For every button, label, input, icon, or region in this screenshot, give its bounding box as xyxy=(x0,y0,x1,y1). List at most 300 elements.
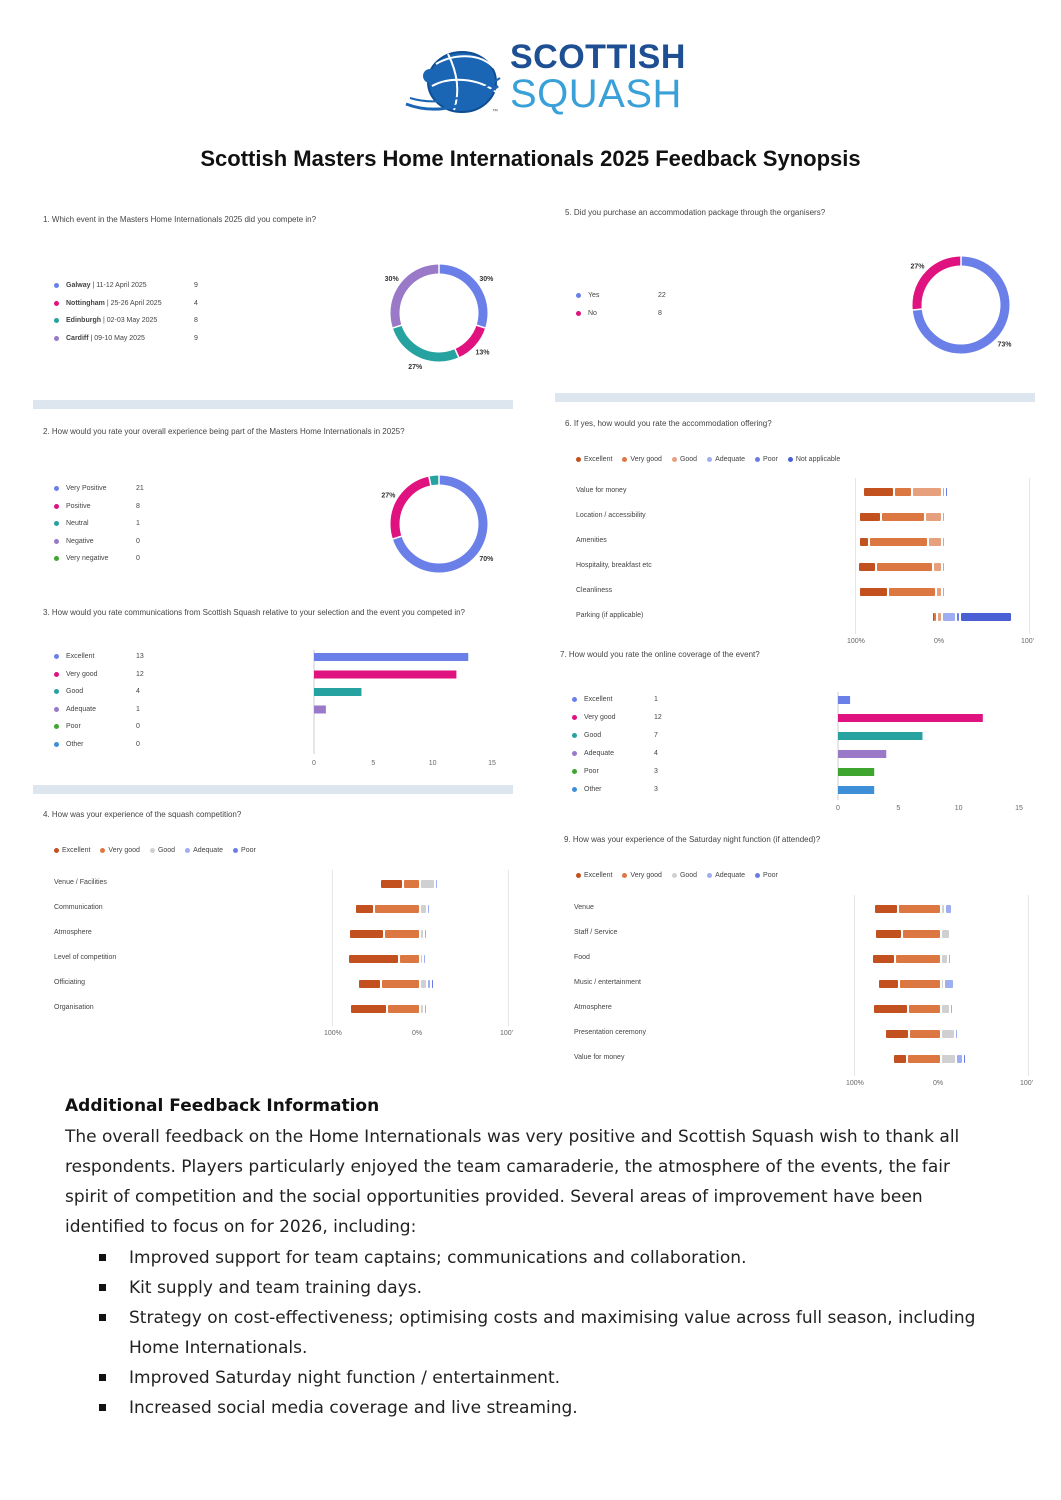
axis-tick-label: 100% xyxy=(847,638,865,645)
bar-segment xyxy=(875,905,897,913)
legend-dot-icon xyxy=(755,457,760,462)
legend-dot-icon xyxy=(572,751,577,756)
bar xyxy=(838,768,874,776)
series-legend-label: Good xyxy=(679,456,698,463)
axis-tick-label: 100% xyxy=(324,1030,342,1037)
legend-label: Excellent xyxy=(66,653,95,660)
legend-item xyxy=(54,335,198,345)
legend-dot-icon xyxy=(54,707,59,712)
feedback-paragraph: The overall feedback on the Home Internationals was very positive and Scottish Squash wish to thank all respondents. Players particularly enjoyed the team camaraderie, the atmosphere of the events, the fair spirit of competition and the social opportunities provided. Several areas of improvement have been identified to focus on for 2026, including: xyxy=(65,1127,960,1237)
bar-segment xyxy=(351,1005,386,1013)
logo-tm: ™ xyxy=(492,109,498,115)
legend-label-bold: Cardiff xyxy=(66,334,89,342)
legend-dot-icon xyxy=(576,311,581,316)
bar-segment xyxy=(381,880,403,888)
bar-segment xyxy=(425,930,426,938)
plot-right-border xyxy=(1028,895,1029,1076)
legend-dot-icon xyxy=(54,742,59,747)
q6-stacked-chart xyxy=(572,480,1037,645)
legend-dot-icon xyxy=(572,769,577,774)
bar-segment xyxy=(421,905,426,913)
bar-segment xyxy=(943,513,944,521)
legend-item xyxy=(572,750,658,760)
feedback-bullet-list xyxy=(97,1243,997,1423)
series-legend-item xyxy=(576,456,612,463)
legend-dot-icon xyxy=(54,672,59,677)
legend-item xyxy=(576,292,666,302)
legend-dot-icon xyxy=(576,873,581,878)
bar-segment xyxy=(864,488,893,496)
legend-label: No xyxy=(588,310,597,317)
series-legend-item xyxy=(707,456,745,463)
series-legend-label: Excellent xyxy=(584,456,613,463)
feedback-bullet: Strategy on cost-effectiveness; optimising costs and maximising value across full season, including Home Internationals. xyxy=(97,1303,997,1363)
legend-count: 12 xyxy=(654,714,662,721)
bar-segment xyxy=(946,488,947,496)
bar-segment xyxy=(436,880,437,888)
series-legend-label: Good xyxy=(157,847,176,854)
legend-label: Negative xyxy=(66,537,94,545)
legend-item xyxy=(54,485,144,495)
bar-segment xyxy=(942,980,943,988)
bar-segment xyxy=(895,488,910,496)
legend-item xyxy=(54,688,140,698)
legend-label: Very good xyxy=(66,670,98,678)
series-legend-item xyxy=(233,847,256,854)
legend-dot-icon xyxy=(54,486,59,491)
series-legend-label: Excellent xyxy=(584,872,613,879)
row-label: Amenities xyxy=(576,537,607,544)
bar-segment xyxy=(942,905,944,913)
row-label: Location / accessibility xyxy=(576,512,646,519)
axis-tick-label: 100' xyxy=(1021,638,1035,645)
bar xyxy=(314,688,361,696)
bar-segment xyxy=(943,613,955,621)
legend-label: Poor xyxy=(66,723,81,730)
series-legend-label: Good xyxy=(679,872,698,879)
legend-label: Other xyxy=(66,740,84,748)
feedback-bullet: Improved Saturday night function / entertainment. xyxy=(97,1363,997,1393)
axis-tick-label: 5 xyxy=(896,805,901,812)
bar-segment xyxy=(909,1005,940,1013)
bar-segment xyxy=(945,980,953,988)
donut-percent-label: 27% xyxy=(408,363,423,371)
bar-segment xyxy=(428,980,430,988)
legend-dot-icon xyxy=(672,873,677,878)
legend-dot-icon xyxy=(54,318,59,323)
donut-percent-label: 70% xyxy=(479,555,494,563)
bar-segment xyxy=(926,513,941,521)
legend-count: 4 xyxy=(136,688,140,695)
bar-segment xyxy=(882,513,924,521)
legend-dot-icon xyxy=(54,654,59,659)
axis-tick-label: 0% xyxy=(934,638,945,645)
feedback-bullet: Kit supply and team training days. xyxy=(97,1273,997,1303)
row-label: Venue xyxy=(574,904,594,911)
legend-item xyxy=(54,706,140,716)
q7-legend xyxy=(572,696,772,801)
bar-segment xyxy=(860,588,887,596)
legend-dot-icon xyxy=(54,724,59,729)
bar-segment xyxy=(908,1055,940,1063)
divider-right-1 xyxy=(555,393,1035,402)
feedback-title: Additional Feedback Information xyxy=(65,1096,380,1116)
donut-percent-label: 73% xyxy=(997,341,1012,349)
bar xyxy=(314,671,456,679)
plot-left-border xyxy=(855,478,856,634)
legend-count: 0 xyxy=(136,740,140,748)
legend-label-rest: | 11-12 April 2025 xyxy=(90,282,147,289)
series-legend-item xyxy=(150,847,175,854)
bar-segment xyxy=(350,930,383,938)
series-legend-label: Excellent xyxy=(62,847,91,854)
series-legend-label: Adequate xyxy=(193,847,224,854)
bar-segment xyxy=(943,563,944,571)
row-label: Parking (if applicable) xyxy=(576,612,644,619)
row-label: Atmosphere xyxy=(574,1004,612,1011)
q9-legend xyxy=(576,872,788,879)
legend-label: Good xyxy=(584,732,602,739)
bar-segment xyxy=(942,955,947,963)
legend-label: Positive xyxy=(66,502,91,510)
axis-tick-label: 0 xyxy=(312,760,316,767)
logo xyxy=(402,40,702,120)
bar-segment xyxy=(870,538,927,546)
legend-dot-icon xyxy=(54,689,59,694)
legend-count: 4 xyxy=(194,299,198,307)
row-label: Organisation xyxy=(54,1004,94,1011)
bar-segment xyxy=(876,930,901,938)
donut-percent-label: 27% xyxy=(910,263,925,271)
legend-count: 0 xyxy=(136,555,140,562)
legend-item xyxy=(54,282,198,292)
legend-label: Very good xyxy=(584,714,616,721)
bar-segment xyxy=(421,880,434,888)
bar-segment xyxy=(432,980,433,988)
q9-stacked-chart xyxy=(572,897,1037,1087)
axis-tick-label: 0% xyxy=(933,1080,944,1087)
q3-question: 3. How would you rate communications from Scottish Squash relative to your selection and the event you competed in? xyxy=(43,608,466,617)
series-legend-label: Poor xyxy=(241,847,256,854)
q1-legend xyxy=(54,282,254,352)
series-legend-label: Not applicable xyxy=(795,456,841,463)
bar-segment xyxy=(421,980,426,988)
plot-left-border xyxy=(854,895,855,1076)
series-legend-label: Poor xyxy=(763,872,778,879)
bar-segment xyxy=(934,613,935,621)
bar-segment xyxy=(910,1030,940,1038)
series-legend-item xyxy=(755,872,778,879)
legend-label: Adequate xyxy=(66,705,96,713)
donut-percent-label: 30% xyxy=(384,276,399,284)
bar-segment xyxy=(942,1030,954,1038)
bar-segment xyxy=(359,980,381,988)
legend-dot-icon xyxy=(54,504,59,509)
axis-tick-label: 5 xyxy=(371,760,376,767)
series-legend-item xyxy=(185,847,223,854)
legend-item xyxy=(54,300,198,310)
axis-tick-label: 100' xyxy=(500,1030,514,1037)
bar-segment xyxy=(385,930,419,938)
series-legend-label: Poor xyxy=(763,456,778,463)
bar-segment xyxy=(929,538,941,546)
bar xyxy=(314,653,468,661)
bar-segment xyxy=(421,955,422,963)
axis-tick-label: 0% xyxy=(412,1030,423,1037)
q5-donut-chart xyxy=(888,250,1033,360)
legend-dot-icon xyxy=(54,556,59,561)
axis-tick-label: 10 xyxy=(954,805,963,812)
bar-segment xyxy=(349,955,398,963)
bar-segment xyxy=(375,905,419,913)
bar-segment xyxy=(404,880,419,888)
bar-plot xyxy=(300,650,510,770)
legend-item xyxy=(572,696,658,706)
q2-question: 2. How would you rate your overall experience being part of the Masters Home Internationals in 2025? xyxy=(43,427,405,436)
row-label: Music / entertainment xyxy=(574,979,641,986)
row-label: Venue / Facilities xyxy=(54,879,107,886)
legend-dot-icon xyxy=(185,848,190,853)
q3-bar-chart xyxy=(300,650,510,770)
bar-segment xyxy=(421,1005,423,1013)
bar-segment xyxy=(879,980,898,988)
legend-count: 8 xyxy=(194,317,198,324)
legend-label: Other xyxy=(584,786,602,793)
bar-segment xyxy=(356,905,373,913)
series-legend-label: Very good xyxy=(108,847,140,854)
row-label: Presentation ceremony xyxy=(574,1029,646,1036)
series-legend-item xyxy=(622,456,662,463)
legend-count: 1 xyxy=(136,520,140,527)
series-legend-label: Adequate xyxy=(715,456,746,463)
row-label: Staff / Service xyxy=(574,929,618,936)
legend-label-rest: | 09-10 May 2025 xyxy=(88,334,145,342)
donut-percent-label: 30% xyxy=(479,276,494,284)
plot-left-border xyxy=(332,870,333,1026)
series-legend-item xyxy=(576,872,612,879)
legend-dot-icon xyxy=(707,873,712,878)
bar-segment xyxy=(428,905,429,913)
bar-segment xyxy=(859,563,875,571)
legend-dot-icon xyxy=(54,521,59,526)
bar-segment xyxy=(943,488,944,496)
donut-percent-label: 27% xyxy=(381,492,396,500)
row-label: Cleanliness xyxy=(576,587,613,594)
legend-count: 21 xyxy=(136,485,144,492)
legend-count: 1 xyxy=(136,705,140,713)
divider-left-2 xyxy=(33,785,513,794)
legend-count: 9 xyxy=(194,334,198,342)
bar-segment xyxy=(400,955,419,963)
q9-question: 9. How was your experience of the Saturday night function (if attended)? xyxy=(564,835,821,844)
q2-legend xyxy=(54,485,254,575)
bar-segment xyxy=(899,905,940,913)
legend-label: Good xyxy=(66,688,84,695)
plot-right-border xyxy=(508,870,509,1026)
legend-dot-icon xyxy=(672,457,677,462)
axis-tick-label: 0 xyxy=(836,805,840,812)
bar-segment xyxy=(913,488,941,496)
legend-dot-icon xyxy=(755,873,760,878)
q4-stacked-chart xyxy=(50,872,520,1037)
legend-item xyxy=(54,671,144,681)
q1-question: 1. Which event in the Masters Home Internationals 2025 did you compete in? xyxy=(43,215,317,224)
bar-plot xyxy=(824,692,1034,817)
legend-dot-icon xyxy=(576,293,581,298)
series-legend-item xyxy=(707,872,745,879)
bar-segment xyxy=(382,980,419,988)
series-legend-item xyxy=(100,847,140,854)
series-legend-item xyxy=(755,456,778,463)
bar-segment xyxy=(424,955,425,963)
legend-label: Neutral xyxy=(66,520,89,527)
legend-count: 4 xyxy=(654,750,658,757)
legend-count: 3 xyxy=(654,768,658,775)
legend-count: 1 xyxy=(654,696,658,703)
legend-item xyxy=(576,310,662,320)
divider-left-1 xyxy=(33,400,513,409)
legend-dot-icon xyxy=(233,848,238,853)
donut-percent-label: 13% xyxy=(475,349,490,357)
bar-segment xyxy=(860,513,880,521)
legend-label-bold: Galway xyxy=(66,282,91,289)
legend-dot-icon xyxy=(572,697,577,702)
bar-segment xyxy=(942,1005,949,1013)
legend-label: Poor xyxy=(584,768,599,775)
legend-label: Yes xyxy=(588,292,600,299)
legend-dot-icon xyxy=(576,457,581,462)
q7-question: 7. How would you rate the online coverage of the event? xyxy=(560,650,760,659)
legend-count: 0 xyxy=(136,723,140,730)
axis-tick-label: 15 xyxy=(1015,805,1023,812)
q4-legend xyxy=(54,847,266,854)
legend-item xyxy=(54,503,140,513)
series-legend-label: Very good xyxy=(630,872,662,879)
legend-dot-icon xyxy=(54,336,59,341)
row-label: Level of competition xyxy=(54,954,117,961)
axis-tick-label: 100% xyxy=(846,1080,864,1087)
bar-segment xyxy=(942,930,949,938)
feedback-bullet: Increased social media coverage and live streaming. xyxy=(97,1393,997,1423)
bar-segment xyxy=(894,1055,906,1063)
feedback-bullet: Improved support for team captains; communications and collaboration. xyxy=(97,1243,997,1273)
axis-tick-label: 15 xyxy=(488,760,496,767)
bar xyxy=(838,696,850,704)
series-legend-item xyxy=(672,456,697,463)
bar-segment xyxy=(900,980,940,988)
bar-segment xyxy=(949,955,950,963)
bar-segment xyxy=(946,905,951,913)
axis-tick-label: 10 xyxy=(428,760,437,767)
bar-segment xyxy=(889,588,935,596)
bar xyxy=(838,714,983,722)
legend-count: 8 xyxy=(658,310,662,317)
legend-count: 12 xyxy=(136,670,144,678)
bar-segment xyxy=(421,930,423,938)
bar-segment xyxy=(388,1005,419,1013)
bar-segment xyxy=(873,955,894,963)
legend-label: Adequate xyxy=(584,750,614,757)
legend-label-rest: | 02-03 May 2025 xyxy=(101,317,158,324)
legend-label-bold: Edinburgh xyxy=(66,317,101,324)
q2-donut-chart xyxy=(368,467,508,587)
legend-dot-icon xyxy=(622,873,627,878)
legend-label xyxy=(66,335,194,342)
bar-segment xyxy=(874,1005,907,1013)
row-label: Food xyxy=(574,954,590,961)
series-legend-label: Very good xyxy=(630,456,662,463)
legend-label xyxy=(66,317,194,324)
bar-segment xyxy=(964,1055,965,1063)
series-legend-item xyxy=(672,872,697,879)
q4-question: 4. How was your experience of the squash competition? xyxy=(43,810,242,819)
bar-segment xyxy=(934,563,941,571)
series-legend-item xyxy=(622,872,662,879)
bar-segment xyxy=(957,613,959,621)
squash-ball-logo-icon xyxy=(402,40,514,120)
legend-dot-icon xyxy=(100,848,105,853)
legend-label: Excellent xyxy=(584,696,613,703)
logo-line1: SCOTTISH xyxy=(510,38,686,76)
legend-label: Very Positive xyxy=(66,485,107,492)
bar xyxy=(838,750,886,758)
row-label: Atmosphere xyxy=(54,929,92,936)
bar-segment xyxy=(860,538,868,546)
legend-label xyxy=(66,300,194,307)
legend-dot-icon xyxy=(54,848,59,853)
q6-question: 6. If yes, how would you rate the accommodation offering? xyxy=(565,419,772,428)
plot-right-border xyxy=(1029,478,1030,634)
q5-question: 5. Did you purchase an accommodation package through the organisers? xyxy=(565,208,826,217)
legend-label-rest: | 25-26 April 2025 xyxy=(104,299,162,307)
bar-segment xyxy=(877,563,932,571)
legend-count: 22 xyxy=(658,292,666,299)
bar-segment xyxy=(942,1055,955,1063)
bar-segment xyxy=(956,1030,957,1038)
series-legend-item xyxy=(54,847,90,854)
legend-dot-icon xyxy=(150,848,155,853)
bar-segment xyxy=(886,1030,907,1038)
bar-segment xyxy=(943,588,944,596)
legend-dot-icon xyxy=(572,733,577,738)
legend-count: 7 xyxy=(654,732,658,739)
legend-item xyxy=(54,538,140,548)
bar-segment xyxy=(938,613,941,621)
legend-count: 0 xyxy=(136,537,140,545)
bar-segment xyxy=(937,588,941,596)
q6-legend xyxy=(576,456,850,463)
legend-dot-icon xyxy=(707,457,712,462)
legend-item xyxy=(572,714,662,724)
bar-segment xyxy=(961,613,1011,621)
series-legend-item xyxy=(788,456,840,463)
legend-item xyxy=(54,653,144,663)
q7-bar-chart xyxy=(824,692,1034,817)
legend-item xyxy=(54,317,198,327)
row-label: Value for money xyxy=(574,1054,625,1061)
legend-item xyxy=(54,520,140,530)
legend-dot-icon xyxy=(54,301,59,306)
bar-segment xyxy=(903,930,940,938)
bar-segment xyxy=(425,1005,426,1013)
legend-count: 13 xyxy=(136,653,144,660)
legend-item xyxy=(572,768,658,778)
legend-dot-icon xyxy=(572,787,577,792)
bar xyxy=(838,732,922,740)
q1-donut-chart xyxy=(368,252,508,377)
legend-count: 3 xyxy=(654,786,658,793)
legend-dot-icon xyxy=(572,715,577,720)
